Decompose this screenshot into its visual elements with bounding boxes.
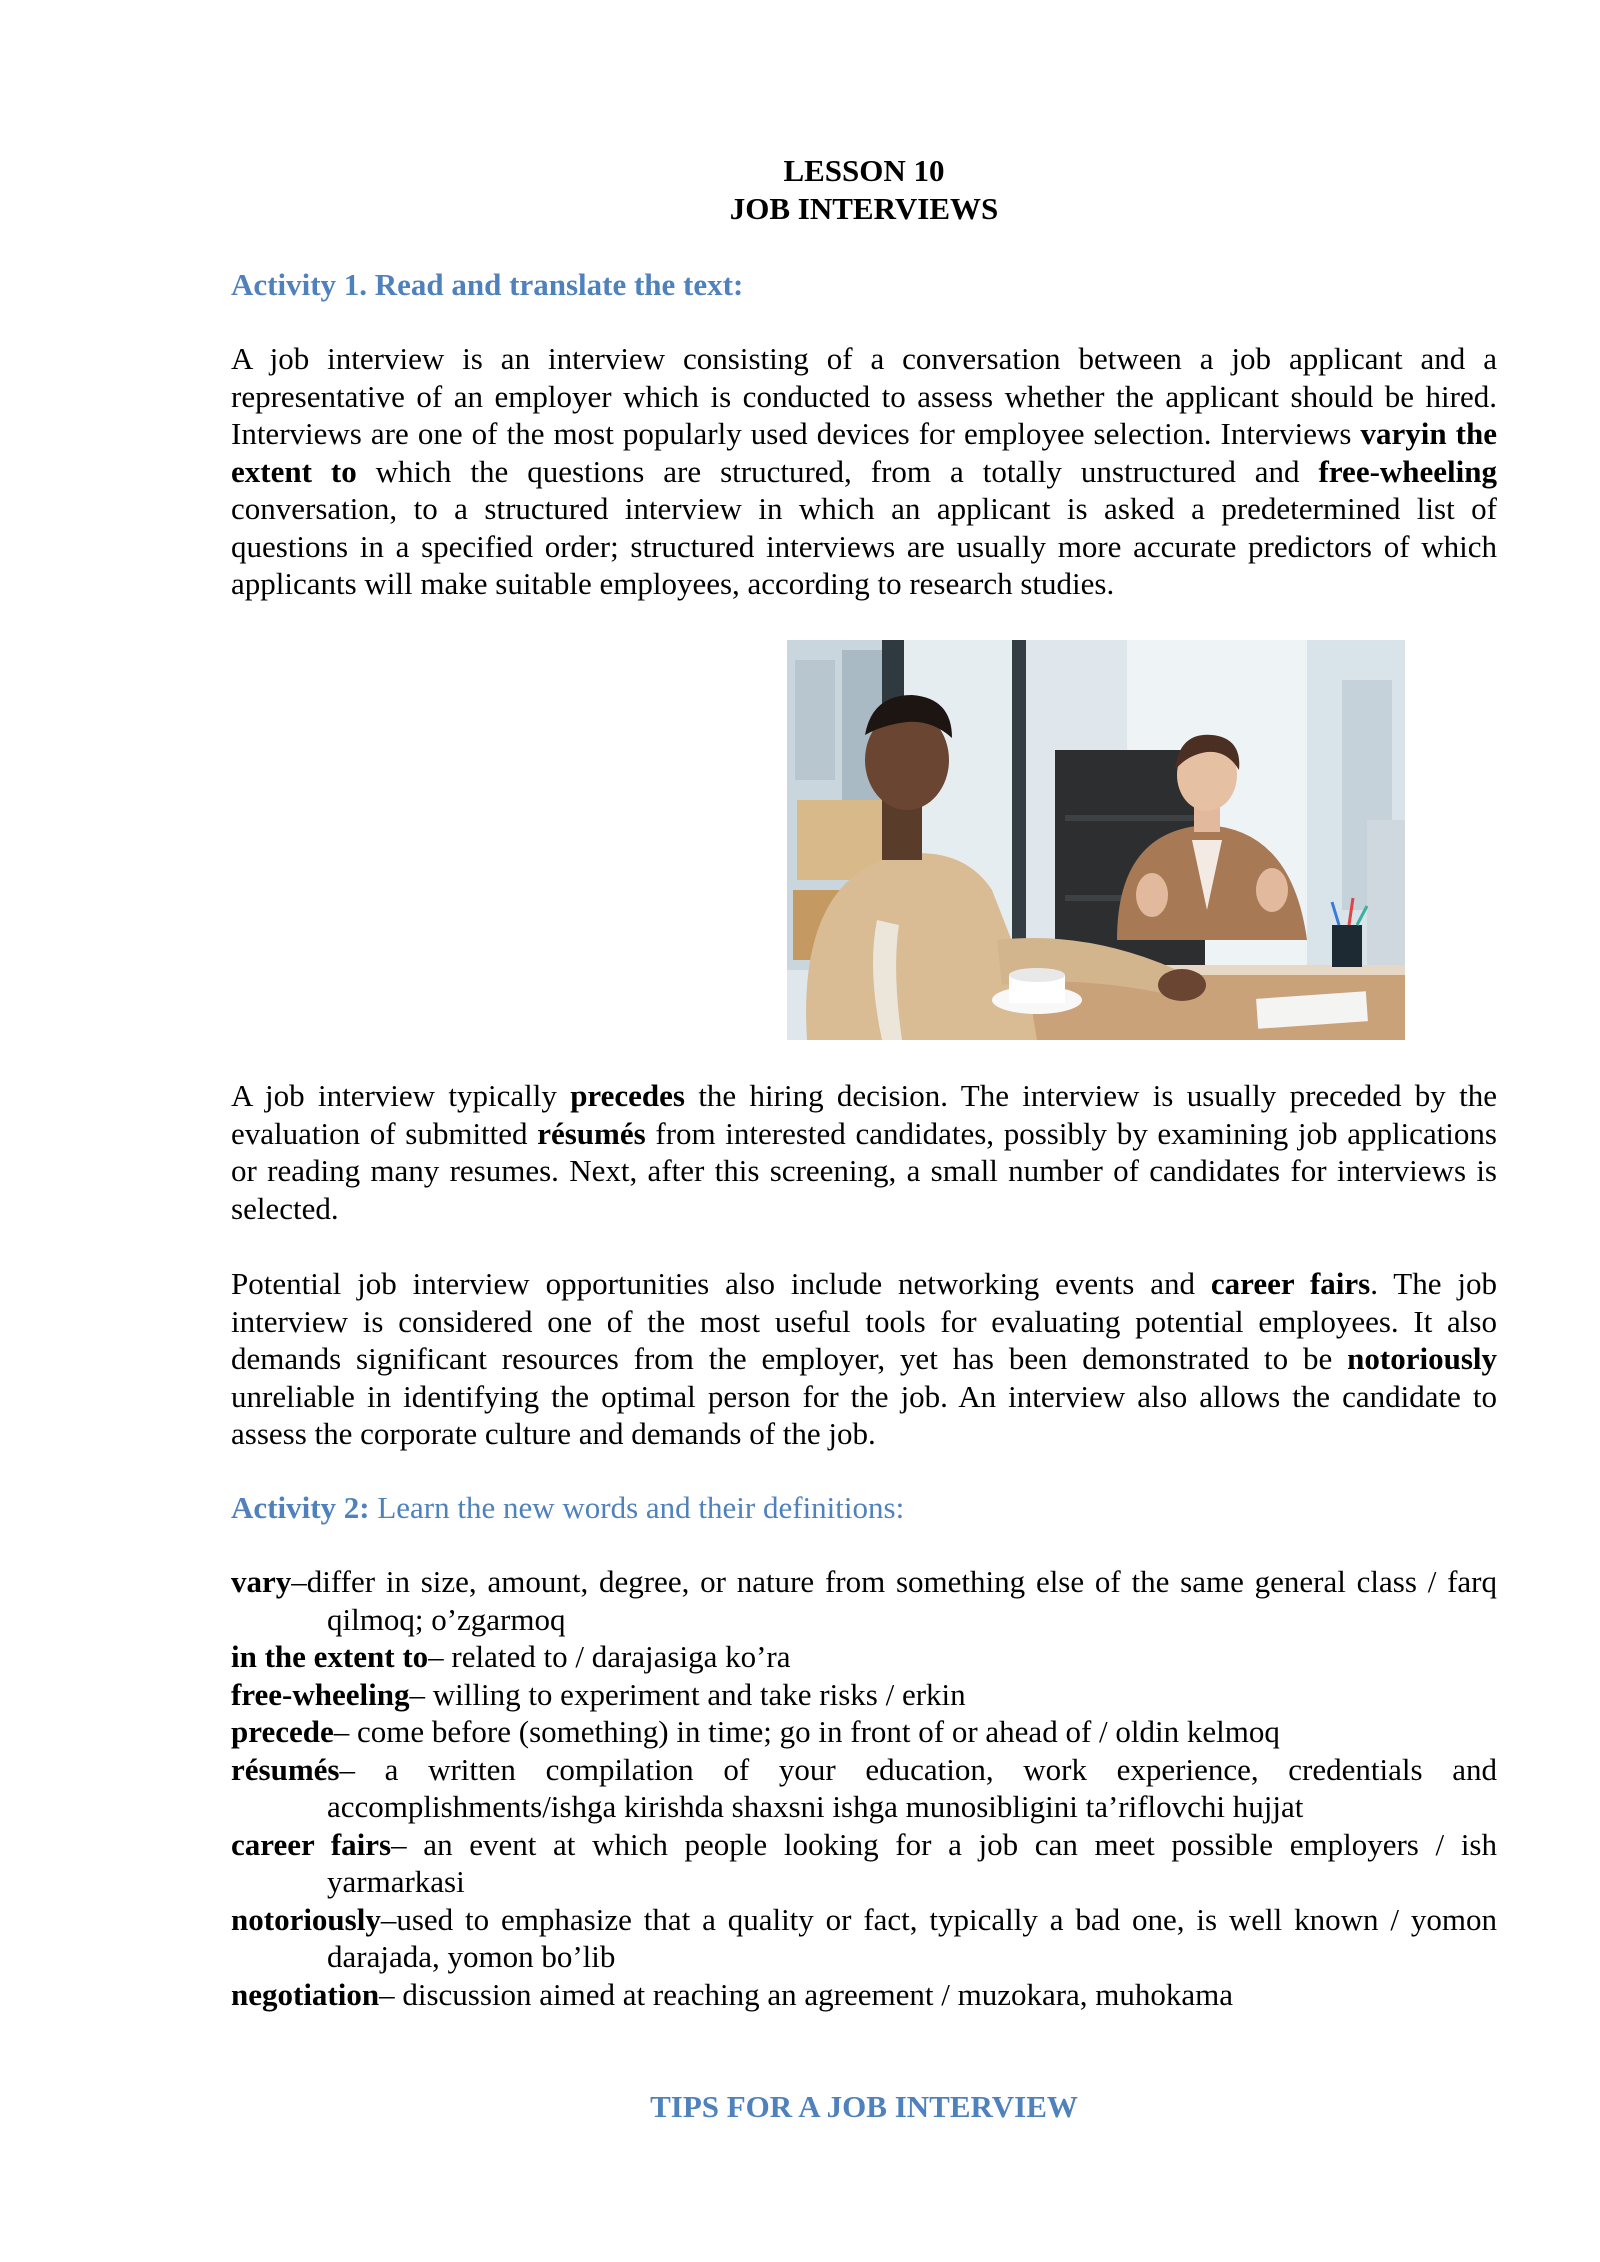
- paragraph-3-text-a: Potential job interview opportunities also include networking events and: [231, 1266, 1211, 1301]
- vocab-item-in-the-extent-to: [231, 1638, 1497, 1676]
- paragraph-1-bold-b: free-wheeling: [1318, 453, 1498, 489]
- vocab-item-free-wheeling: [231, 1676, 1497, 1714]
- activity-2-label: Activity 2:: [231, 1490, 370, 1525]
- vocab-item-notoriously: [231, 1901, 1497, 1976]
- vocab-definition: – come before (something) in time; go in front of or ahead of / oldin kelmoq: [333, 1714, 1280, 1749]
- paragraph-3-text-b: . The job interview is considered one of the most useful tools for evaluating potential employees. It also demands significant resources from the employer, yet has been demonstrated to be: [231, 1266, 1498, 1376]
- vocab-term: notoriously: [231, 1901, 381, 1937]
- vocab-item-vary: [231, 1563, 1497, 1638]
- lesson-number-title: LESSON 10: [783, 153, 945, 188]
- paragraph-3-bold-b: notoriously: [1347, 1341, 1497, 1376]
- paragraph-3-bold-a: career fairs: [1210, 1266, 1371, 1301]
- vocab-term: precede: [231, 1714, 334, 1749]
- vocab-definition: – willing to experiment and take risks / erkin: [409, 1676, 966, 1712]
- paragraph-1-bold-a: varyin the extent to: [231, 416, 1498, 489]
- vocab-term: negotiation: [231, 1976, 380, 2012]
- vocab-definition: – a written compilation of your education, work experience, credentials and accomplishments/ishga kirishda shaxsni ishga munosibligini ta’riflovchi hujjat: [327, 1751, 1497, 1824]
- vocab-definition: – discussion aimed at reaching an agreement / muzokara, muhokama: [379, 1976, 1234, 2012]
- paragraph-2-bold-a: precedes: [570, 1078, 685, 1113]
- vocab-item-precede: [231, 1713, 1497, 1751]
- activity-2-text: Learn the new words and their definitions:: [369, 1490, 905, 1525]
- paragraph-3-text-c: unreliable in identifying the optimal person for the job. An interview also allows the candidate to assess the corporate culture and demands of the job.: [231, 1378, 1497, 1451]
- paragraph-2-text-c: from interested candidates, possibly by examining job applications or reading many resumes. Next, after this screening, a small number of candidates for interviews is selected.: [231, 1115, 1497, 1226]
- paragraph-2-bold-b: résumés: [537, 1115, 646, 1151]
- paragraph-2-text-b: the hiring decision. The interview is usually preceded by the evaluation of submitted: [231, 1078, 1498, 1151]
- vocab-term: career fairs: [231, 1826, 392, 1862]
- lesson-topic-title: JOB INTERVIEWS: [729, 191, 999, 226]
- paragraph-1-text-b: which the questions are structured, from a totally unstructured and: [356, 453, 1319, 489]
- vocab-item-negotiation: [231, 1976, 1497, 2014]
- paragraph-3: [231, 1265, 1497, 1453]
- vocab-definition: –differ in size, amount, degree, or nature from something else of the same general class / farq qilmoq; o’zgarmoq: [291, 1564, 1497, 1637]
- vocab-term: vary: [231, 1564, 292, 1599]
- vocab-term: in the extent to: [231, 1639, 429, 1674]
- vocab-definition: –used to emphasize that a quality or fact, typically a bad one, is well known / yomon darajada, yomon bo’lib: [327, 1901, 1497, 1974]
- paragraph-1: [231, 340, 1497, 603]
- paragraph-1-text-a: A job interview is an interview consisting of a conversation between a job applicant and a representative of an employer which is conducted to assess whether the applicant should be hired. Interviews are one of the most popularly used devices for employee selection. Interviews: [231, 341, 1497, 451]
- activity-2-heading: [231, 1489, 1497, 1527]
- paragraph-2: [231, 1077, 1497, 1227]
- interview-photo: [787, 640, 1405, 1040]
- paragraph-1-text-c: conversation, to a structured interview in which an applicant is asked a predetermined list of questions in a specified order; structured interviews are usually more accurate predictors of which applicants will make suitable employees, according to research studies.: [231, 491, 1497, 601]
- vocab-term: free-wheeling: [231, 1676, 410, 1712]
- vocab-term: résumés: [231, 1751, 340, 1787]
- activity-1-heading: Activity 1. Read and translate the text:: [231, 267, 744, 302]
- paragraph-2-text-a: A job interview typically: [231, 1078, 571, 1113]
- vocab-item-resumes: [231, 1751, 1497, 1826]
- vocab-definition: – an event at which people looking for a job can meet possible employers / ish yarmarkasi: [327, 1826, 1497, 1899]
- vocabulary-list: [231, 1563, 1497, 2013]
- vocab-definition: – related to / darajasiga ko’ra: [428, 1639, 791, 1674]
- tips-heading: TIPS FOR A JOB INTERVIEW: [650, 2089, 1078, 2124]
- vocab-item-career-fairs: [231, 1826, 1497, 1901]
